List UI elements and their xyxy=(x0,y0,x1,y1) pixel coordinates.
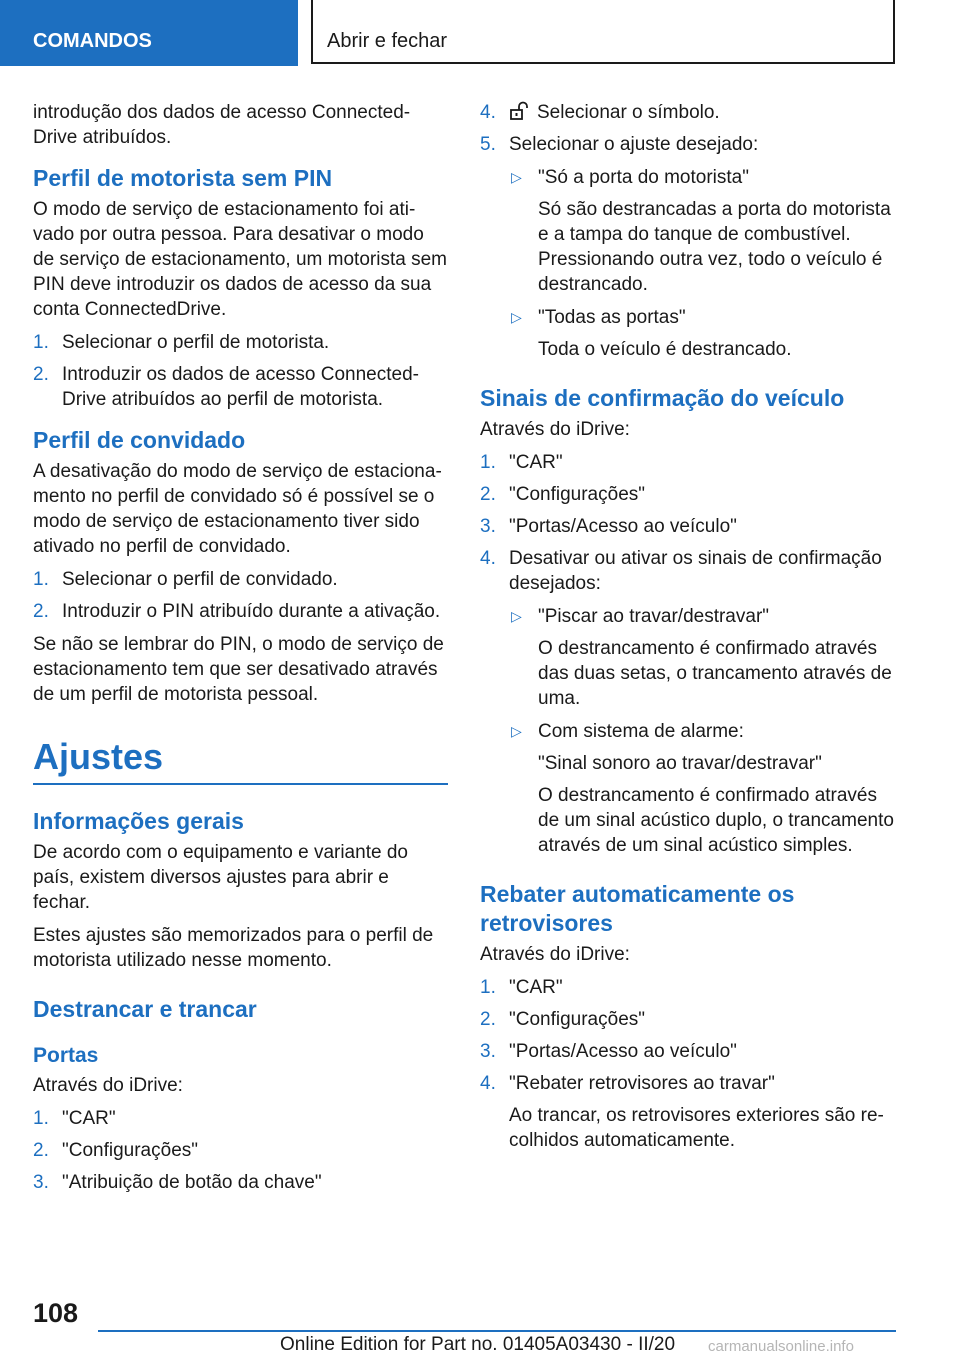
option-item xyxy=(509,719,898,858)
step-text: Selecionar o símbolo. xyxy=(537,102,720,123)
step-number: 2. xyxy=(33,1140,49,1161)
numbered-list xyxy=(33,330,448,412)
step-number: 5. xyxy=(480,134,496,155)
chapter-tab: Abrir e fechar xyxy=(311,0,895,64)
step-number: 2. xyxy=(480,484,496,505)
option-label: "Só a porta do motorista" xyxy=(538,167,749,188)
option-description: O destrancamento é confirmado através das duas setas, o trancamento através de uma. xyxy=(538,638,892,709)
step-number: 3. xyxy=(480,516,496,537)
footer-divider xyxy=(98,1330,896,1332)
step-text: "Configurações" xyxy=(62,1140,199,1161)
step-text: "Atribuição de botão da chave" xyxy=(62,1172,322,1193)
list-item xyxy=(33,330,448,355)
step-number: 2. xyxy=(33,601,49,622)
list-item xyxy=(33,599,448,624)
option-label: "Piscar ao travar/destravar" xyxy=(538,606,770,627)
step-text: "Rebater retrovisores ao travar" xyxy=(509,1073,775,1094)
step-number: 1. xyxy=(33,1108,49,1129)
option-description: "Sinal sonoro ao travar/destravar" xyxy=(538,753,822,774)
step-number: 4. xyxy=(480,102,496,123)
step-text: "Portas/Acesso ao veículo" xyxy=(509,516,737,537)
list-item xyxy=(480,450,898,475)
step-number: 4. xyxy=(480,548,496,569)
option-description: O destrancamento é confirmado através de um sinal acústico duplo, o trancamento através de um sinal acústico simples. xyxy=(538,785,894,856)
footer-watermark: carmanualsonline.info xyxy=(708,1338,854,1355)
option-list xyxy=(509,604,898,858)
option-label: Com sistema de alarme: xyxy=(538,721,744,742)
heading-general-info: Informações gerais xyxy=(33,808,244,834)
section-tab: COMANDOS xyxy=(0,0,298,66)
paragraph: Através do iDrive: xyxy=(480,419,630,440)
list-item xyxy=(33,567,448,592)
left-column xyxy=(33,100,448,1203)
triangle-bullet-icon: ▷ xyxy=(511,723,522,739)
paragraph: Estes ajustes são memorizados para o perfil de motorista utilizado nesse momento. xyxy=(33,925,434,971)
step-text: Selecionar o perfil de convidado. xyxy=(62,569,338,590)
option-description: Toda o veículo é destrancado. xyxy=(538,339,792,360)
unlock-icon xyxy=(509,101,531,121)
step-text: Selecionar o ajuste desejado: xyxy=(509,134,759,155)
step-text: Introduzir o PIN atribuído durante a ativação. xyxy=(62,601,441,622)
triangle-bullet-icon: ▷ xyxy=(511,169,522,185)
step-text: Desativar ou ativar os sinais de confirmação desejados: xyxy=(509,548,882,594)
page-header xyxy=(0,0,960,66)
step-text: "Configurações" xyxy=(509,1009,646,1030)
right-column xyxy=(480,100,898,1161)
footer-edition: Online Edition for Part no. 01405A03430 - II/20 xyxy=(280,1334,676,1355)
paragraph: De acordo com o equipamento e variante do país, existem diversos ajustes para abrir e fechar. xyxy=(33,842,408,913)
step-number: 2. xyxy=(33,364,49,385)
triangle-bullet-icon: ▷ xyxy=(511,608,522,624)
heading-lock-unlock: Destrancar e trancar xyxy=(33,996,257,1022)
step-number: 3. xyxy=(33,1172,49,1193)
paragraph: A desativação do modo de serviço de estacionamento no perfil de convidado só é possível se o modo de serviço de estacionamento tiver sido ativado no perfil de convidado. xyxy=(33,461,442,557)
numbered-list xyxy=(33,567,448,624)
heading-doors: Portas xyxy=(33,1044,99,1067)
numbered-list xyxy=(480,975,898,1153)
list-item xyxy=(480,975,898,1000)
step-number: 3. xyxy=(480,1041,496,1062)
numbered-list xyxy=(480,450,898,858)
heading-driver-no-pin: Perfil de motorista sem PIN xyxy=(33,165,333,191)
step-number: 1. xyxy=(480,452,496,473)
step-text: "CAR" xyxy=(62,1108,116,1129)
step-number: 1. xyxy=(480,977,496,998)
option-label: "Todas as portas" xyxy=(538,307,686,328)
step-number: 1. xyxy=(33,569,49,590)
heading-confirmation-signals: Sinais de confirmação do veículo xyxy=(480,385,845,411)
step-text: Selecionar o perfil de motorista. xyxy=(62,332,330,353)
paragraph: Através do iDrive: xyxy=(480,944,630,965)
list-item xyxy=(480,514,898,539)
step-text: "Configurações" xyxy=(509,484,646,505)
option-description: Só são destrancadas a porta do motorista e a tampa do tanque de combustível. Pressionando outra vez, todo o veículo é destrancado. xyxy=(538,199,891,295)
step-number: 1. xyxy=(33,332,49,353)
numbered-list xyxy=(480,100,898,362)
heading-guest-profile: Perfil de convidado xyxy=(33,427,246,453)
list-item xyxy=(480,132,898,362)
option-item xyxy=(509,305,898,362)
list-item xyxy=(480,1007,898,1032)
step-text: "Portas/Acesso ao veículo" xyxy=(509,1041,737,1062)
intro-text: introdução dos dados de acesso ConnectedDrive atribuídos. xyxy=(33,102,411,148)
paragraph: O modo de serviço de estacionamento foi ativado por outra pessoa. Para desativar o modo de serviço de estacionamento, um motorista sem PIN deve introduzir os dados de acesso da sua conta ConnectedDrive. xyxy=(33,199,447,320)
step-number: 2. xyxy=(480,1009,496,1030)
list-item xyxy=(480,1039,898,1064)
list-item xyxy=(33,1170,448,1195)
list-item xyxy=(480,546,898,858)
paragraph: Se não se lembrar do PIN, o modo de serviço de estacionamento tem que ser desativado através de um perfil de motorista pessoal. xyxy=(33,634,444,705)
list-item xyxy=(480,100,898,125)
option-item xyxy=(509,165,898,297)
list-item xyxy=(33,1106,448,1131)
heading-fold-mirrors: Rebater automaticamente os retrovisores xyxy=(480,881,795,936)
paragraph: Através do iDrive: xyxy=(33,1075,183,1096)
option-item xyxy=(509,604,898,711)
triangle-bullet-icon: ▷ xyxy=(511,309,522,325)
heading-settings: Ajustes xyxy=(33,735,448,785)
list-item xyxy=(480,482,898,507)
step-text: "CAR" xyxy=(509,977,563,998)
step-description: Ao trancar, os retrovisores exteriores são recolhidos automaticamente. xyxy=(509,1105,884,1151)
page-number: 108 xyxy=(33,1298,79,1328)
step-text: "CAR" xyxy=(509,452,563,473)
list-item xyxy=(33,1138,448,1163)
list-item xyxy=(480,1071,898,1153)
step-number: 4. xyxy=(480,1073,496,1094)
step-text: Introduzir os dados de acesso ConnectedDrive atribuídos ao perfil de motorista. xyxy=(62,364,419,410)
numbered-list xyxy=(33,1106,448,1195)
option-list xyxy=(509,165,898,362)
list-item xyxy=(33,362,448,412)
